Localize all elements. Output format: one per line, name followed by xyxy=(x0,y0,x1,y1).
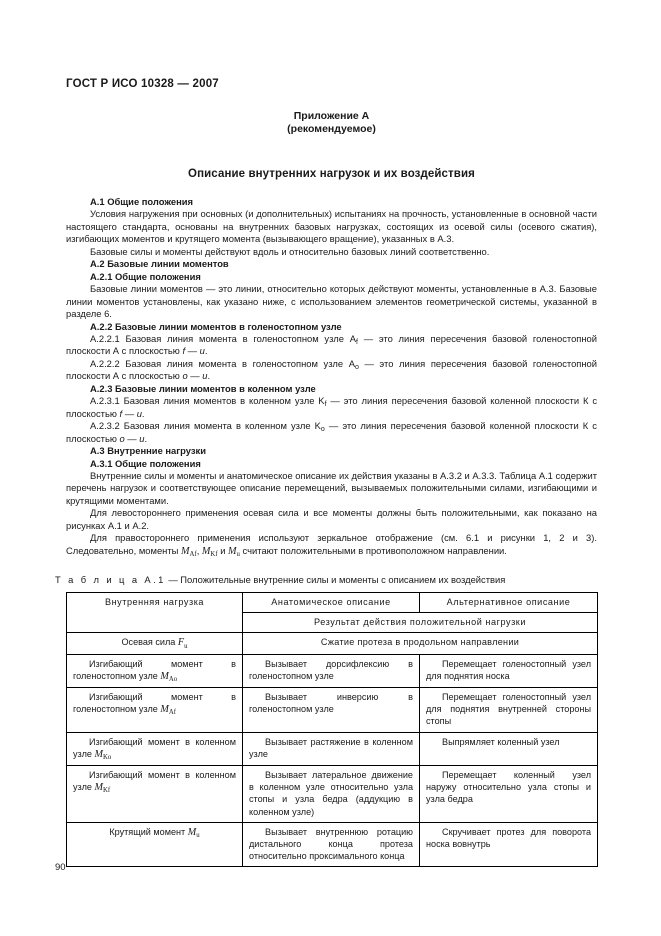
variable-symbol: u xyxy=(199,345,205,357)
a1-p2: Базовые силы и моменты действуют вдоль и относительно базовых линий соответственно. xyxy=(90,245,490,257)
table-head xyxy=(67,593,598,633)
table-header-anatomical-description: Анатомическое описание xyxy=(243,593,420,613)
a22-heading: А.2.2 Базовые линии моментов в голеностопном узле xyxy=(90,320,342,332)
table-cell-internal-load: Изгибающий момент в голеностопном узле $M_{Af}$ xyxy=(67,688,243,733)
table-cell-internal-load: Изгибающий момент в коленном узле $M_{Kf}$ xyxy=(67,766,243,823)
table-cell-alternative-description: Выпрямляет коленный узел xyxy=(420,732,598,765)
page-number: 90 xyxy=(55,862,66,873)
table-header-positive-load-result: Результат действия положительной нагрузки xyxy=(243,613,598,633)
variable-symbol: u xyxy=(139,432,145,444)
table-cell-internal-load: Изгибающий момент в коленном узле $M_{Ko}$ xyxy=(67,732,243,765)
table-row xyxy=(67,732,598,765)
a222-p: А.2.2.2 Базовая линия момента в голеностопном узле $A_o$ — это линия пересечения базовой голеностопной плоскости А с плоскостью o — u. xyxy=(66,357,598,382)
table-header-row-1 xyxy=(67,593,598,613)
subscript: o xyxy=(354,364,359,372)
moment-symbol: $M_u$ xyxy=(228,545,240,558)
variable-symbol: u xyxy=(136,407,142,419)
table-body xyxy=(67,633,598,867)
moment-symbol: $M_{Af}$ xyxy=(181,545,197,558)
table-cell-alternative-description: Перемещает голеностопный узел для поднятия внутренней стороны стопы xyxy=(420,688,598,733)
a221-p: А.2.2.1 Базовая линия момента в голеностопном узле $A_f$ — это линия пересечения базовой голеностопной плоскости А с плоскостью f — u. xyxy=(66,332,597,357)
table-cell-internal-load: Крутящий момент $M_u$ xyxy=(67,822,243,867)
table-container xyxy=(66,592,597,867)
table-cell-merged-description: Сжатие протеза в продольном направлении xyxy=(243,633,598,654)
load-symbol: $M_{Ko}$ xyxy=(94,748,112,762)
annex-title: Приложение А xyxy=(293,110,370,122)
subscript: Ko xyxy=(103,754,112,762)
load-symbol: $M_{Af}$ xyxy=(160,704,177,717)
a1-heading: А.1 Общие положения xyxy=(90,196,193,207)
subscript: o xyxy=(320,426,325,434)
a23-heading: А.2.3 Базовые линии моментов в коленном узле xyxy=(90,382,316,394)
moment-symbol: $M_{Kf}$ xyxy=(201,545,218,558)
a232-p: А.2.3.2 Базовая линия момента в коленном узле $K_o$ — это линия пересечения базовой коленной плоскости К с плоскостью o — u. xyxy=(66,420,597,444)
annex-status: (рекомендуемое) xyxy=(287,123,376,135)
table-cell-anatomical-description: Вызывает дорсифлексию в голеностопном узле xyxy=(243,654,420,687)
a31-p1: Внутренние силы и моменты и анатомическое описание их действия указаны в А.3.2 и А.3.3. Таблица А.1 содержит перечень нагрузок и соответствующее описание перемещений, вызываемых положительными силами, изгибающими и крутящими моментами. xyxy=(66,469,597,506)
table-row xyxy=(67,688,598,733)
a21-heading: А.2.1 Общие положения xyxy=(90,270,201,282)
table-row xyxy=(67,633,598,654)
subscript: u xyxy=(184,642,188,650)
subscript: Af xyxy=(168,709,177,717)
variable-symbol: f xyxy=(119,407,123,419)
subscript: Af xyxy=(189,550,197,558)
load-symbol: $F_u$ xyxy=(177,637,188,650)
a31-p3: Для правостороннего применения используют зеркальное отображение (см. 6.1 и рисунки 1, 2 и 3). Следовательно, моменты $M_{Af}$, $M_{Kf}$ и $M_u$ считают положительными в противоположном направлении. xyxy=(66,532,597,558)
table-cell-internal-load: Осевая сила $F_u$ xyxy=(67,633,243,654)
table-cell-alternative-description: Перемещает коленный узел наружу относительно узла стопы и узла бедра xyxy=(420,766,598,823)
annex-title-block xyxy=(66,110,597,136)
table-caption-label: Т а б л и ц а А.1 xyxy=(55,574,166,585)
subscript: Kf xyxy=(210,550,218,558)
subscript: f xyxy=(324,401,327,409)
subscript: u xyxy=(196,832,200,840)
document-header: ГОСТ Р ИСО 10328 — 2007 xyxy=(66,78,219,90)
table-row xyxy=(67,654,598,687)
subscript: f xyxy=(356,339,358,347)
subscript: Kf xyxy=(103,787,111,795)
table-cell-internal-load: Изгибающий момент в голеностопном узле $M_{Ao}$ xyxy=(67,654,243,687)
table-cell-alternative-description: Скручивает протез для поворота носка вовнутрь xyxy=(420,822,598,867)
table-caption xyxy=(55,574,505,585)
a231-p: А.2.3.1 Базовая линия моментов в коленном узле $K_f$ — это линия пересечения базовой коленной плоскости К с плоскостью f — u. xyxy=(66,395,598,419)
table-row xyxy=(67,766,598,823)
internal-loads-table xyxy=(66,592,598,867)
a31-p2: Для левостороннего применения осевая сила и все моменты должны быть положительными, как показано на рисунках А.1 и А.2. xyxy=(66,507,597,531)
variable-symbol: u xyxy=(202,370,208,382)
table-cell-anatomical-description: Вызывает инверсию в голеностопном узле xyxy=(243,688,420,733)
subscript: u xyxy=(236,550,240,558)
load-symbol: $M_u$ xyxy=(187,826,200,840)
table-cell-alternative-description: Перемещает голеностопный узел для поднятия носка xyxy=(420,654,598,687)
body-text xyxy=(66,196,597,558)
variable-symbol: f xyxy=(182,345,186,357)
variable-symbol: o xyxy=(119,432,125,444)
a31-heading: А.3.1 Общие положения xyxy=(90,457,201,469)
load-symbol: $M_{Kf}$ xyxy=(94,782,111,795)
subscript: Ao xyxy=(168,676,178,683)
table-header-internal-load: Внутренняя нагрузка xyxy=(67,593,243,633)
a21-p1: Базовые линии моментов — это линии, относительно которых действуют моменты, установленные в А.3. Базовые линии моментов установлены, как указано ниже, с использованием элементов геометрической системы, указанной в разделе 6. xyxy=(66,283,597,320)
a3-heading: А.3 Внутренние нагрузки xyxy=(90,445,206,457)
a1-p1: Условия нагружения при основных (и дополнительных) испытаниях на прочность, установленные в основной части настоящего стандарта, основаны на внутренних базовых нагрузках, состоящих из осевой силы (осевого сжатия), изгибающих моментов и крутящего момента (вызывающего вращение), указанных в А.3. xyxy=(66,208,597,245)
variable-symbol: o xyxy=(182,370,188,382)
a2-heading: А.2 Базовые линии моментов xyxy=(90,258,229,270)
load-symbol: $M_{Ao}$ xyxy=(160,670,178,683)
table-header-alternative-description: Альтернативное описание xyxy=(420,593,598,613)
table-cell-anatomical-description: Вызывает растяжение в коленном узле xyxy=(243,732,420,765)
annex-heading: Описание внутренних нагрузок и их воздействия xyxy=(188,168,475,180)
table-row xyxy=(67,822,598,867)
table-cell-anatomical-description: Вызывает внутреннюю ротацию дистального конца протеза относительно проксимального конца xyxy=(243,822,420,867)
table-cell-anatomical-description: Вызывает латеральное движение в коленном узле относительно узла стопы и узла бедра (аддукцию в коленном узле) xyxy=(243,766,420,823)
table-caption-text: — Положительные внутренние силы и моменты с описанием их воздействия xyxy=(165,574,506,585)
